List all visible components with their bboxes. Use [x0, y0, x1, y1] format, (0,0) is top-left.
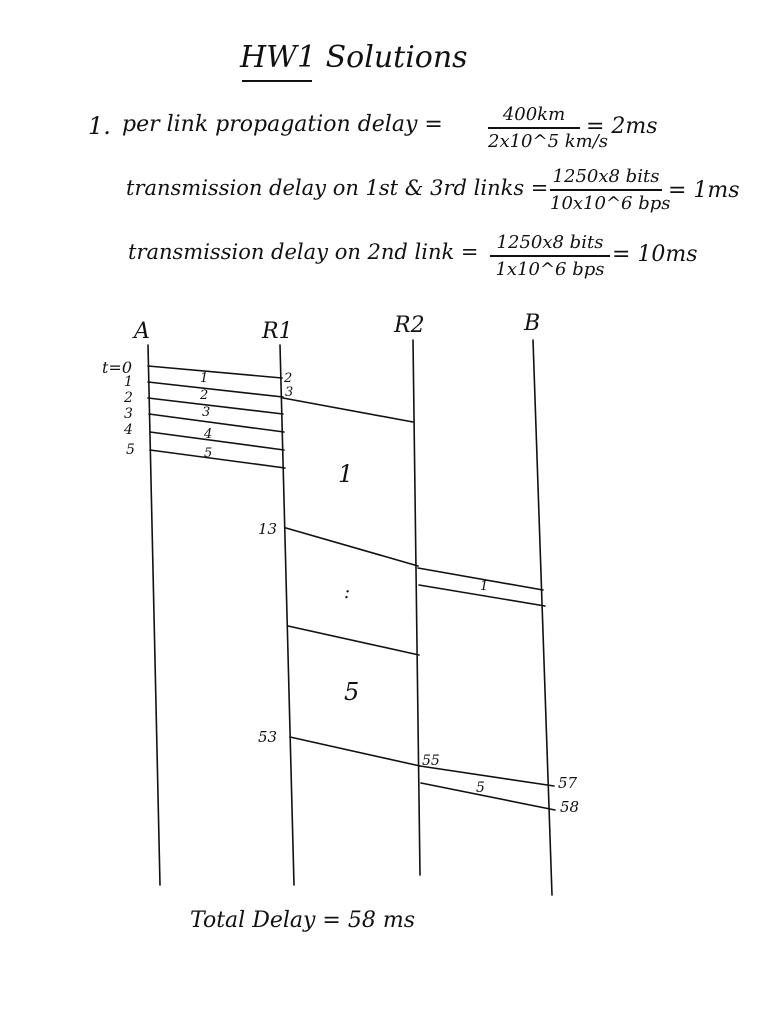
- link1-packet-label: 3: [202, 405, 211, 420]
- time-label-0: t=0: [102, 358, 133, 377]
- link2-packet-label-5: 5: [344, 678, 360, 706]
- link1-line-5: [150, 450, 285, 468]
- r2-time-55: 55: [422, 753, 440, 769]
- propagation-numerator: 400km: [502, 104, 566, 125]
- timeline-b: [533, 340, 552, 895]
- link1-line-4: [150, 432, 284, 450]
- node-label-a: A: [134, 319, 150, 344]
- total-delay: Total Delay = 58 ms: [190, 908, 415, 933]
- link1-packet-label: 4: [204, 427, 213, 442]
- transmission-13-numerator: 1250x8 bits: [552, 166, 660, 187]
- link3-packet5-start: [420, 766, 554, 786]
- r1-mark: 3: [285, 385, 294, 400]
- propagation-fraction: [488, 104, 609, 152]
- propagation-result: = 2ms: [586, 114, 658, 139]
- node-label-r2: R2: [394, 313, 425, 338]
- time-label-2: 2: [124, 390, 133, 406]
- time-label-1: 1: [124, 374, 133, 390]
- timing-diagram: [0, 300, 768, 900]
- link1-packet-label: 5: [204, 446, 213, 461]
- time-label-3: 3: [124, 406, 133, 422]
- link3-packet-label-1: 1: [480, 579, 489, 594]
- timeline-r1: [280, 345, 294, 885]
- transmission-2-result: = 10ms: [612, 242, 698, 267]
- propagation-label: per link propagation delay =: [122, 112, 443, 137]
- link2-packet5-start: [288, 626, 419, 655]
- transmission-13-label: transmission delay on 1st & 3rd links =: [126, 176, 549, 200]
- timeline-r2: [413, 340, 420, 875]
- link1-packet-label: 1: [200, 371, 209, 386]
- transmission-13-result: = 1ms: [668, 178, 740, 203]
- transmission-13-fraction: [550, 166, 671, 214]
- transmission-2-fraction: [490, 232, 610, 280]
- link2-ellipsis: :: [344, 582, 351, 603]
- transmission-2-denominator: 1x10^6 bps: [495, 259, 605, 280]
- page-title: HW1 Solutions: [240, 40, 468, 75]
- node-label-b: B: [524, 311, 541, 336]
- transmission-2-label: transmission delay on 2nd link =: [128, 240, 479, 264]
- link2-packet1-start: [283, 398, 413, 422]
- link1-line-0: [148, 366, 282, 378]
- link2-packet5-end: [290, 737, 420, 766]
- transmission-2-numerator: 1250x8 bits: [496, 232, 604, 253]
- timeline-a: [148, 345, 160, 885]
- r1-mark: 2: [284, 371, 293, 386]
- link1-packet-label: 2: [200, 388, 209, 403]
- link3-packet-label-5: 5: [476, 780, 485, 796]
- title-underline: [242, 80, 312, 82]
- node-label-r1: R1: [262, 319, 293, 344]
- problem-number: 1.: [88, 112, 111, 140]
- link2-packet1-end: [286, 528, 418, 566]
- b-time-57: 57: [558, 774, 578, 792]
- time-label-4: 4: [124, 422, 133, 438]
- b-time-58: 58: [560, 798, 580, 816]
- link3-packet5-end: [421, 783, 555, 810]
- link2-packet-label-1: 1: [338, 460, 354, 488]
- propagation-denominator: 2x10^5 km/s: [488, 131, 609, 152]
- r1-time-13: 13: [258, 520, 278, 538]
- link1-line-3: [149, 414, 284, 432]
- time-label-5: 5: [126, 442, 135, 458]
- link1-line-1: [148, 382, 283, 397]
- r1-time-53: 53: [258, 728, 278, 746]
- transmission-13-denominator: 10x10^6 bps: [550, 193, 671, 214]
- link1-line-2: [148, 398, 283, 414]
